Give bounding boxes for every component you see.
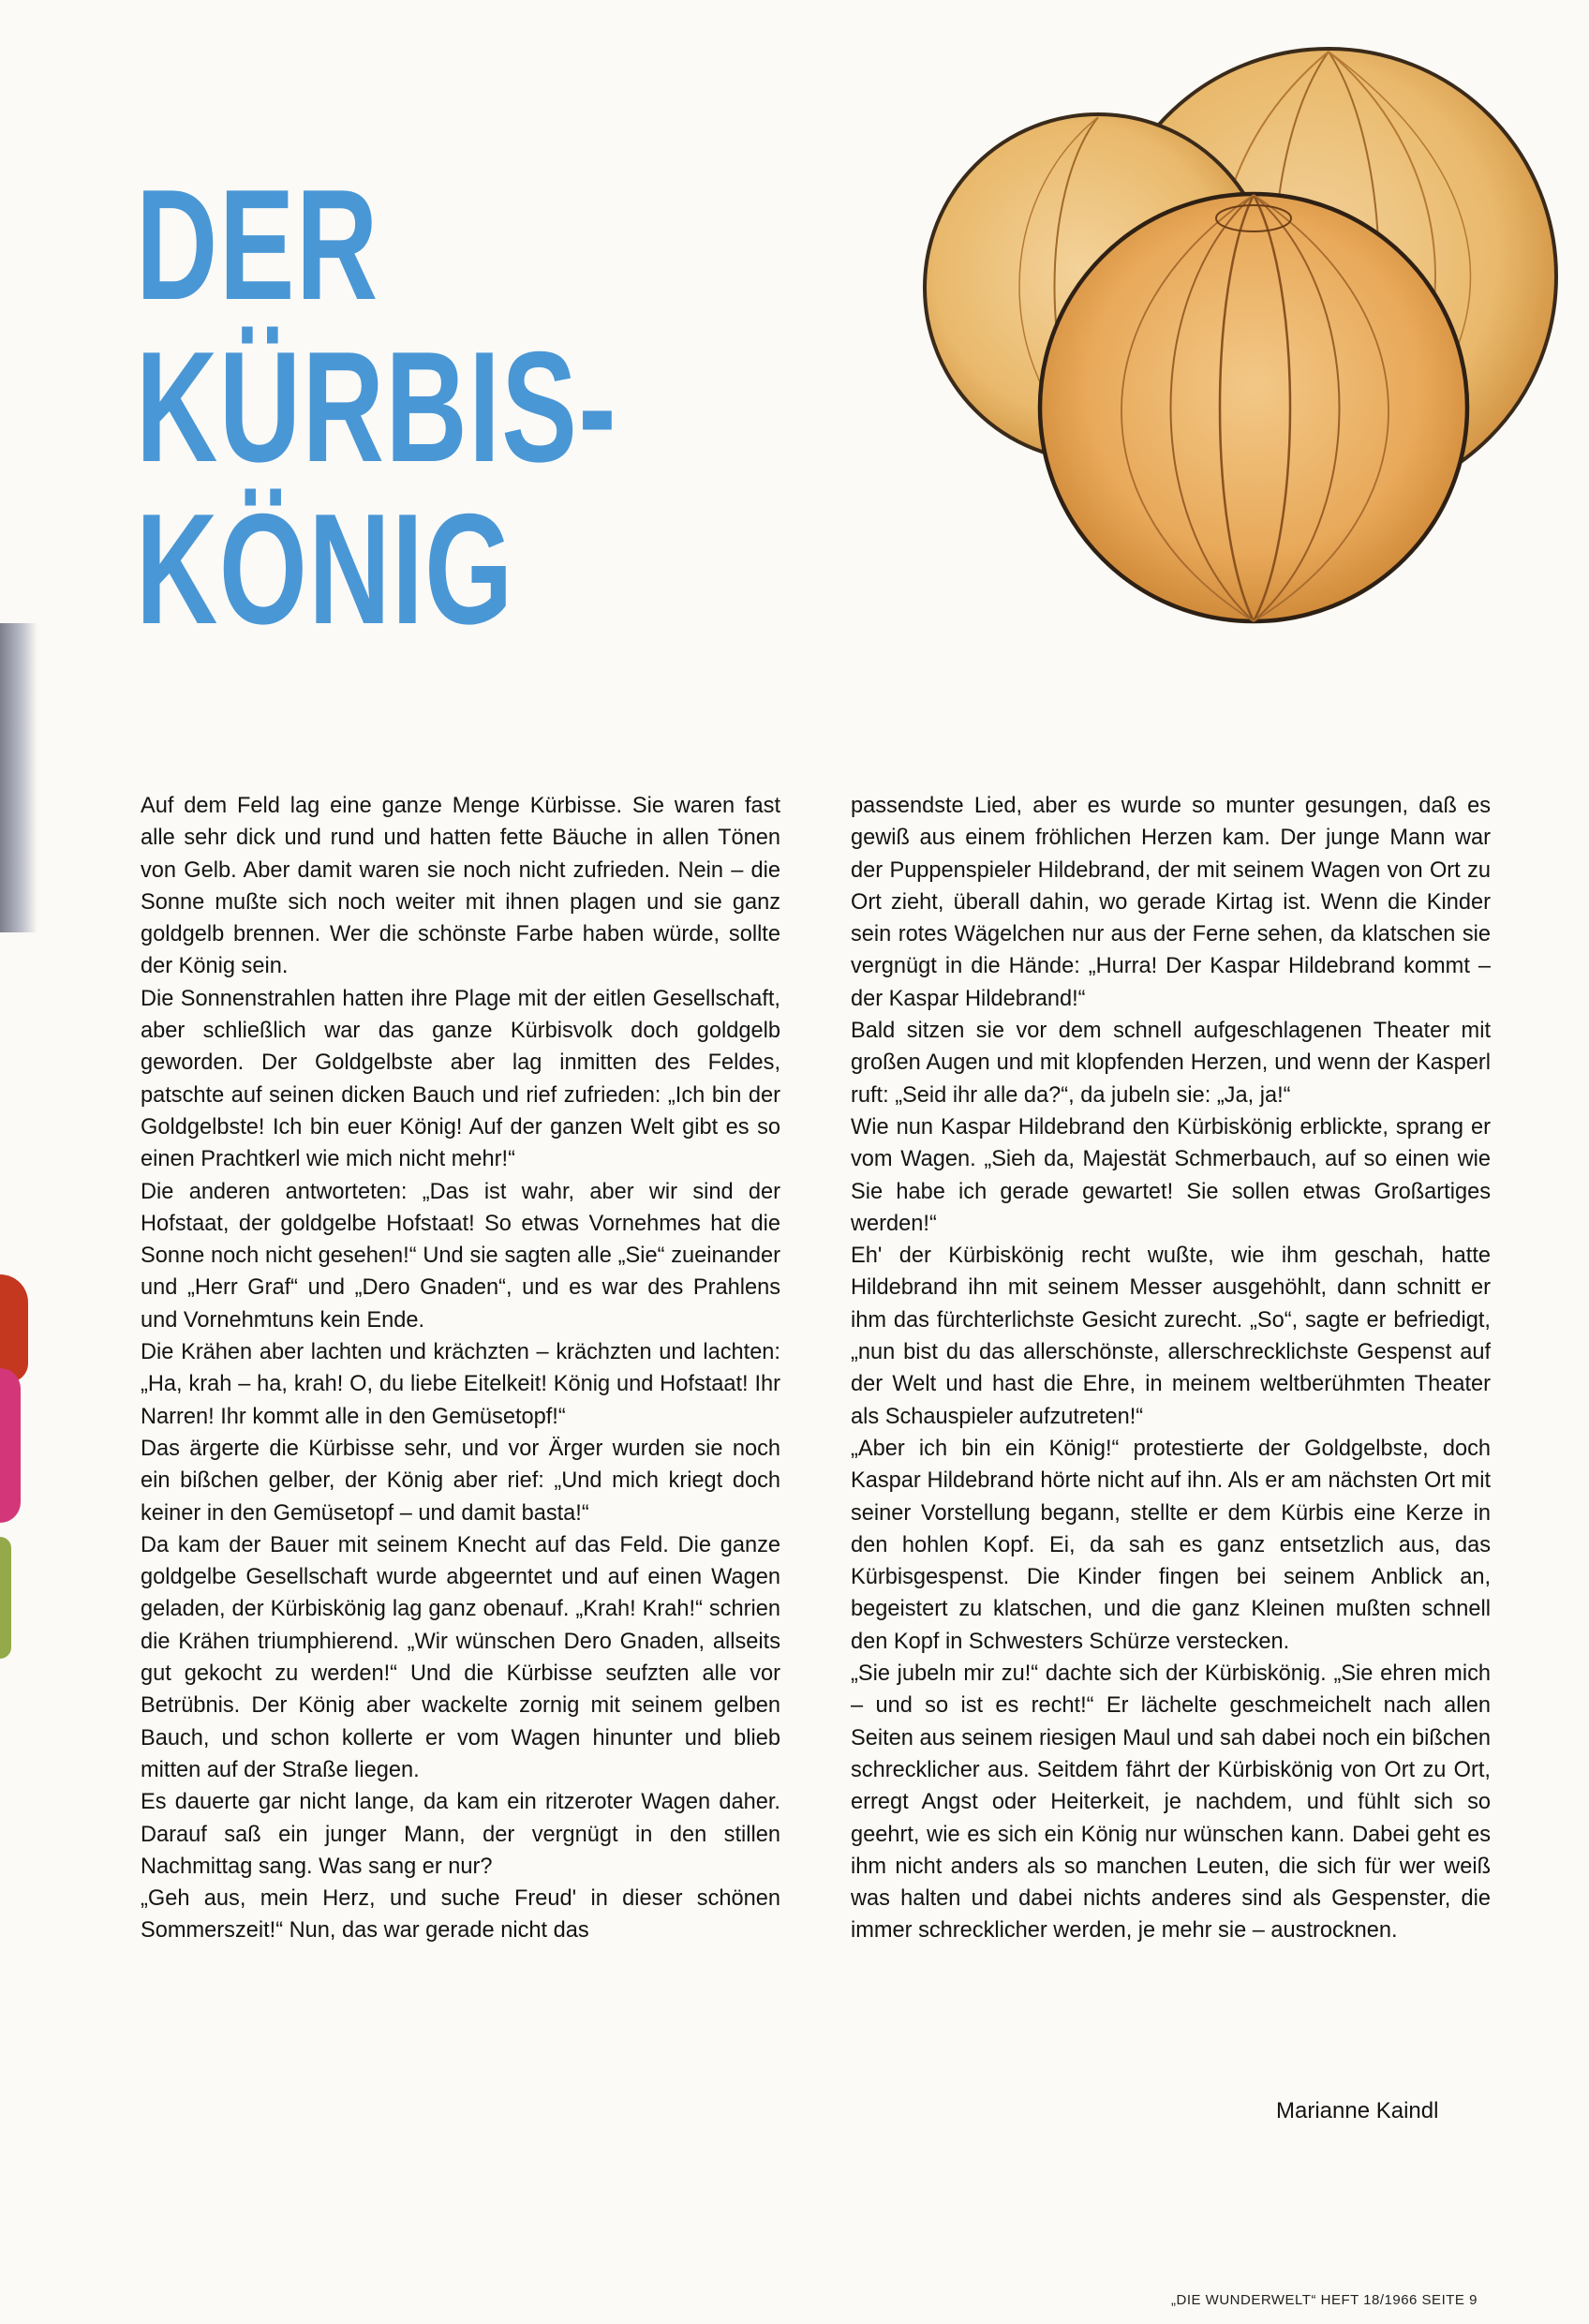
title-line-2: KÜRBIS- [136,319,618,495]
paragraph: Die Sonnenstrahlen hatten ihre Plage mit der eitlen Gesellschaft, aber schließlich war das ganze Kürbisvolk doch goldgelb geworden. Der Goldgelbste aber lag inmitten des Feldes, patschte auf seinen dicken Bauch und rief zufrieden: „Ich bin der Goldgelbste! Ich bin euer König! Auf der ganzen Welt gibt es so einen Prachtkerl wie mich nicht mehr!“ [141,986,780,1172]
edge-paint-magenta [0,1368,21,1523]
front-pumpkin [1040,194,1467,621]
paragraph: Da kam der Bauer mit seinem Knecht auf das Feld. Die ganze goldgelbe Gesellschaft wurde abgeerntet und auf einen Wagen geladen, der Kürbiskönig lag ganz obenauf. „Krah! Krah!“ schrien die Krähen triumphierend. „Wir wünschen Dero Gnaden, allseits gut gekocht zu werden!“ Und die Kürbisse seufzten alle vor Betrübnis. Der König aber wackelte zornig mit seinem gelben Bauch, und schon kollerte er vom Wagen hinunter und blieb mitten auf der Straße liegen. [141,1532,780,1782]
paragraph: Das ärgerte die Kürbisse sehr, und vor Ärger wurden sie noch ein bißchen gelber, der König aber rief: „Und mich kriegt doch keiner in den Gemüsetopf – und damit basta!“ [141,1436,780,1526]
author-name: Marianne Kaindl [1276,2098,1439,2123]
title-line-3: KÖNIG [136,481,514,657]
paragraph: „Aber ich bin ein König!“ protestierte der Goldgelbste, doch Kaspar Hildebrand hörte nicht auf ihn. Als er am nächsten Ort mit seiner Vorstellung begann, stellte er dem Kürbis eine Kerze in den hohlen Kopf. Ei, da sah es ganz entsetzlich aus, das Kürbisgespenst. Die Kinder fingen bei seinem Anblick an, begeistert zu klatschen, und die ganz Kleinen mußten schnell den Kopf in Schwesters Schürze verstecken. [851,1436,1491,1654]
pumpkins-illustration [899,42,1574,642]
title-line-1: DER [136,156,379,333]
article-title [136,156,618,657]
paragraph: „Geh aus, mein Herz, und suche Freud' in dieser schönen Sommerszeit!“ Nun, das war gerade nicht das [141,1886,780,1944]
paragraph: „Sie jubeln mir zu!“ dachte sich der Kürbiskönig. „Sie ehren mich – und so ist es recht!“ Er lächelte geschmeichelt nach allen Seiten aus seinem riesigen Maul und sah dabei noch ein bißchen schrecklicher aus. Seitdem fährt der Kürbiskönig von Ort zu Ort, erregt Angst oder Heiterkeit, je nachdem, und fühlt sich so geehrt, wie es sich ein König nur wünschen kann. Dabei geht es ihm nicht anders als so manchen Leuten, die sich für wer weiß was halten und dabei nichts anderes sind als Gespenster, die immer schrecklicher werden, je mehr sie – austrocknen. [851,1661,1491,1944]
article-left-column [141,790,780,1947]
paragraph: Bald sitzen sie vor dem schnell aufgeschlagenen Theater mit großen Augen und mit klopfenden Herzen, und wenn der Kasperl ruft: „Seid ihr alle da?“, da jubeln sie: „Ja, ja!“ [851,1019,1491,1108]
paragraph: passendste Lied, aber es wurde so munter gesungen, daß es gewiß aus einem fröhlichen Herzen kam. Der junge Mann war der Puppenspieler Hildebrand, der mit seinem Wagen von Ort zu Ort zieht, überall dahin, wo gerade Kirtag ist. Wenn die Kinder sein rotes Wägelchen nur aus der Ferne sehen, da klatschen sie vergnügt in die Hände: „Hurra! Der Kaspar Hildebrand kommt – der Kaspar Hildebrand!“ [851,794,1491,1011]
paragraph: Eh' der Kürbiskönig recht wußte, wie ihm geschah, hatte Hildebrand ihn mit seinem Messer ausgehöhlt, dann schnitt er ihm das fürchterlichste Gesicht zurecht. „So“, sagte er befriedigt, „nun bist du das allerschönste, allerschrecklichste Gespenst auf der Welt und hast die Ehre, in meinem weltberühmten Theater als Schauspieler aufzutreten!“ [851,1244,1491,1429]
article-right-column [851,790,1491,1947]
paragraph: Es dauerte gar nicht lange, da kam ein ritzeroter Wagen daher. Darauf saß ein junger Mann, der vergnügt in den stillen Nachmittag sang. Was sang er nur? [141,1790,780,1879]
edge-paint-green [0,1537,11,1659]
paragraph: Die Krähen aber lachten und krächzten – krächzten und lachten: „Ha, krah – ha, krah! O, du liebe Eitelkeit! König und Hofstaat! Ihr Narren! Ihr kommt alle in den Gemüsetopf!“ [141,1340,780,1429]
paragraph: Wie nun Kaspar Hildebrand den Kürbiskönig erblickte, sprang er vom Wagen. „Sieh da, Majestät Schmerbauch, auf so einen wie Sie habe ich gerade gewartet! Sie sollen etwas Großartiges werden!“ [851,1114,1491,1236]
edge-paint-gray [0,623,37,932]
paragraph: Die anderen antworteten: „Das ist wahr, aber wir sind der Hofstaat, der goldgelbe Hofstaat! So etwas Vornehmes hat die Sonne noch nicht gesehen!“ Und sie sagten alle „Sie“ zueinander und „Herr Graf“ und „Dero Gnaden“, und es war des Prahlens und Vornehmtuns kein Ende. [141,1179,780,1333]
edge-paint-red [0,1274,28,1382]
paragraph: Auf dem Feld lag eine ganze Menge Kürbisse. Sie waren fast alle sehr dick und rund und hatten fette Bäuche in allen Tönen von Gelb. Aber damit waren sie noch nicht zufrieden. Nein – die Sonne mußte sich noch weiter mit ihnen plagen und sie ganz goldgelb brennen. Wer die schönste Farbe haben würde, sollte der König sein. [141,794,780,979]
page-footer: „DIE WUNDERWELT“ HEFT 18/1966 SEITE 9 [1171,2292,1478,2308]
